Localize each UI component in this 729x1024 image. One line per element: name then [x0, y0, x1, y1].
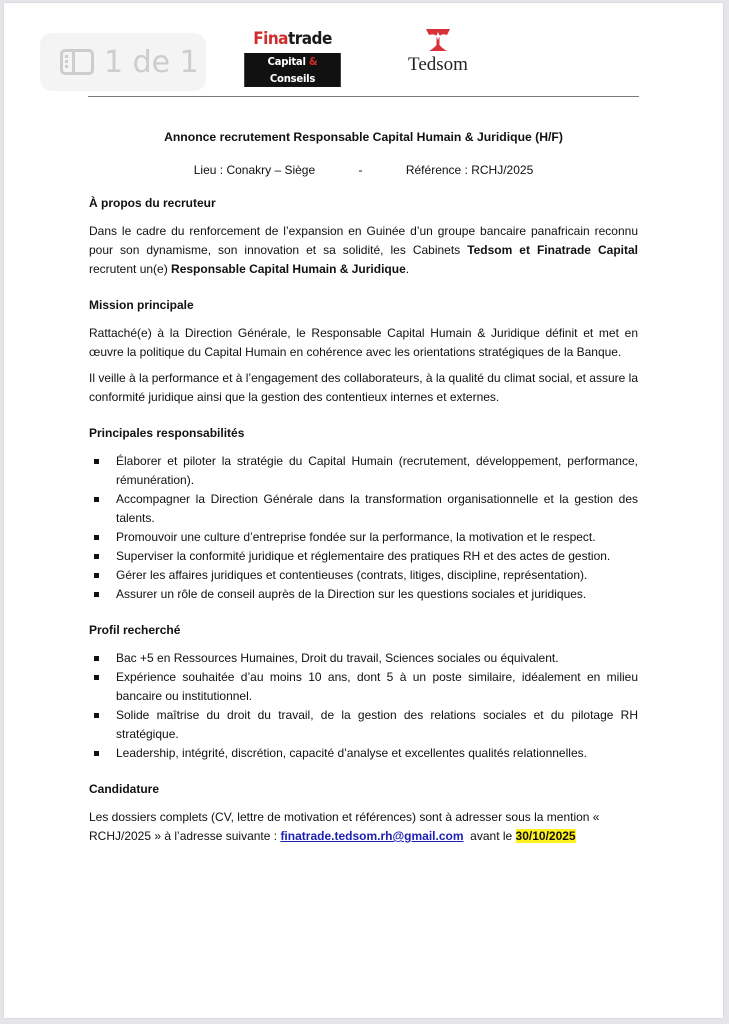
section-about: [89, 194, 638, 279]
list-item: Leadership, intégrité, discrétion, capacité d’analyse et excellentes qualités relationnelles.: [89, 744, 638, 763]
document-body: [89, 128, 638, 846]
email-link[interactable]: finatrade.tedsom.rh@gmail.com: [280, 829, 464, 843]
job-meta: [89, 161, 638, 180]
page-title: Annonce recrutement Responsable Capital Humain & Juridique (H/F): [164, 130, 563, 144]
section-heading: Principales responsabilités: [89, 426, 245, 440]
list-item: Élaborer et piloter la stratégie du Capital Humain (recrutement, développement, performance, rémunération).: [89, 452, 638, 490]
list-item: Expérience souhaitée d’au moins 10 ans, dont 5 à un poste similaire, idéalement en milieu bancaire ou institutionnel.: [89, 668, 638, 706]
section-heading: À propos du recruteur: [89, 196, 216, 210]
finatrade-wordmark: Finatrade: [253, 29, 332, 49]
application-text: Les dossiers complets (CV, lettre de motivation et références) sont à adresser sous la mention « RCHJ/2025 » à l’adresse suivante : finatrade.tedsom.rh@gmail.com avant le 30/10/2025: [89, 810, 600, 843]
mission-paragraph: Il veille à la performance et à l’engagement des collaborateurs, à la qualité du climat social, et assure la conformité juridique ainsi que la gestion des contentieux internes et externes.: [89, 371, 638, 404]
job-location: Lieu : Conakry – Siège: [193, 163, 316, 177]
section-responsibilities: [89, 424, 638, 604]
list-item: Gérer les affaires juridiques et contentieuses (contrats, litiges, discipline, représentation).: [89, 566, 638, 585]
section-profile: [89, 621, 638, 763]
meta-separator: -: [358, 163, 363, 177]
section-mission: [89, 296, 638, 407]
section-application: [89, 780, 638, 846]
about-text: Dans le cadre du renforcement de l’expansion en Guinée d’un groupe bancaire panafricain reconnu pour son dynamisme, son innovation et sa solidité, les Cabinets Tedsom et Finatrade Capital recrutent un(e) Responsable Capital Humain & Juridique.: [89, 224, 638, 276]
deadline-date: 30/10/2025: [515, 829, 576, 843]
finatrade-tagline: Capital & Conseils: [244, 53, 341, 87]
mission-paragraph: Rattaché(e) à la Direction Générale, le Responsable Capital Humain & Juridique définit et met en œuvre la politique du Capital Humain en cohérence avec les orientations stratégiques de la Banque.: [89, 326, 638, 359]
section-heading: Profil recherché: [89, 623, 181, 637]
tedsom-logo: [396, 28, 480, 76]
list-item: Solide maîtrise du droit du travail, de la gestion des relations sociales et du pilotage RH stratégique.: [89, 706, 638, 744]
list-item: Promouvoir une culture d’entreprise fondée sur la performance, la motivation et le respect.: [89, 528, 638, 547]
page-indicator[interactable]: [40, 33, 206, 91]
list-item: Accompagner la Direction Générale dans la transformation organisationnelle et la gestion des talents.: [89, 490, 638, 528]
list-item: Assurer un rôle de conseil auprès de la Direction sur les questions sociales et juridiques.: [89, 585, 638, 604]
page-count: 1 de 1: [104, 44, 199, 80]
section-heading: Mission principale: [89, 298, 194, 312]
finatrade-logo: [240, 29, 345, 87]
list-item: Bac +5 en Ressources Humaines, Droit du travail, Sciences sociales ou équivalent.: [89, 649, 638, 668]
list-item: Superviser la conformité juridique et réglementaire des pratiques RH et des actes de gestion.: [89, 547, 638, 566]
responsibilities-list: [89, 452, 638, 604]
section-heading: Candidature: [89, 782, 160, 796]
sidebar-icon: [60, 49, 94, 75]
tedsom-emblem-icon: [425, 28, 451, 52]
tedsom-wordmark: Tedsom: [408, 54, 468, 75]
header-divider: [88, 96, 639, 97]
profile-list: [89, 649, 638, 763]
job-reference: Référence : RCHJ/2025: [405, 163, 534, 177]
